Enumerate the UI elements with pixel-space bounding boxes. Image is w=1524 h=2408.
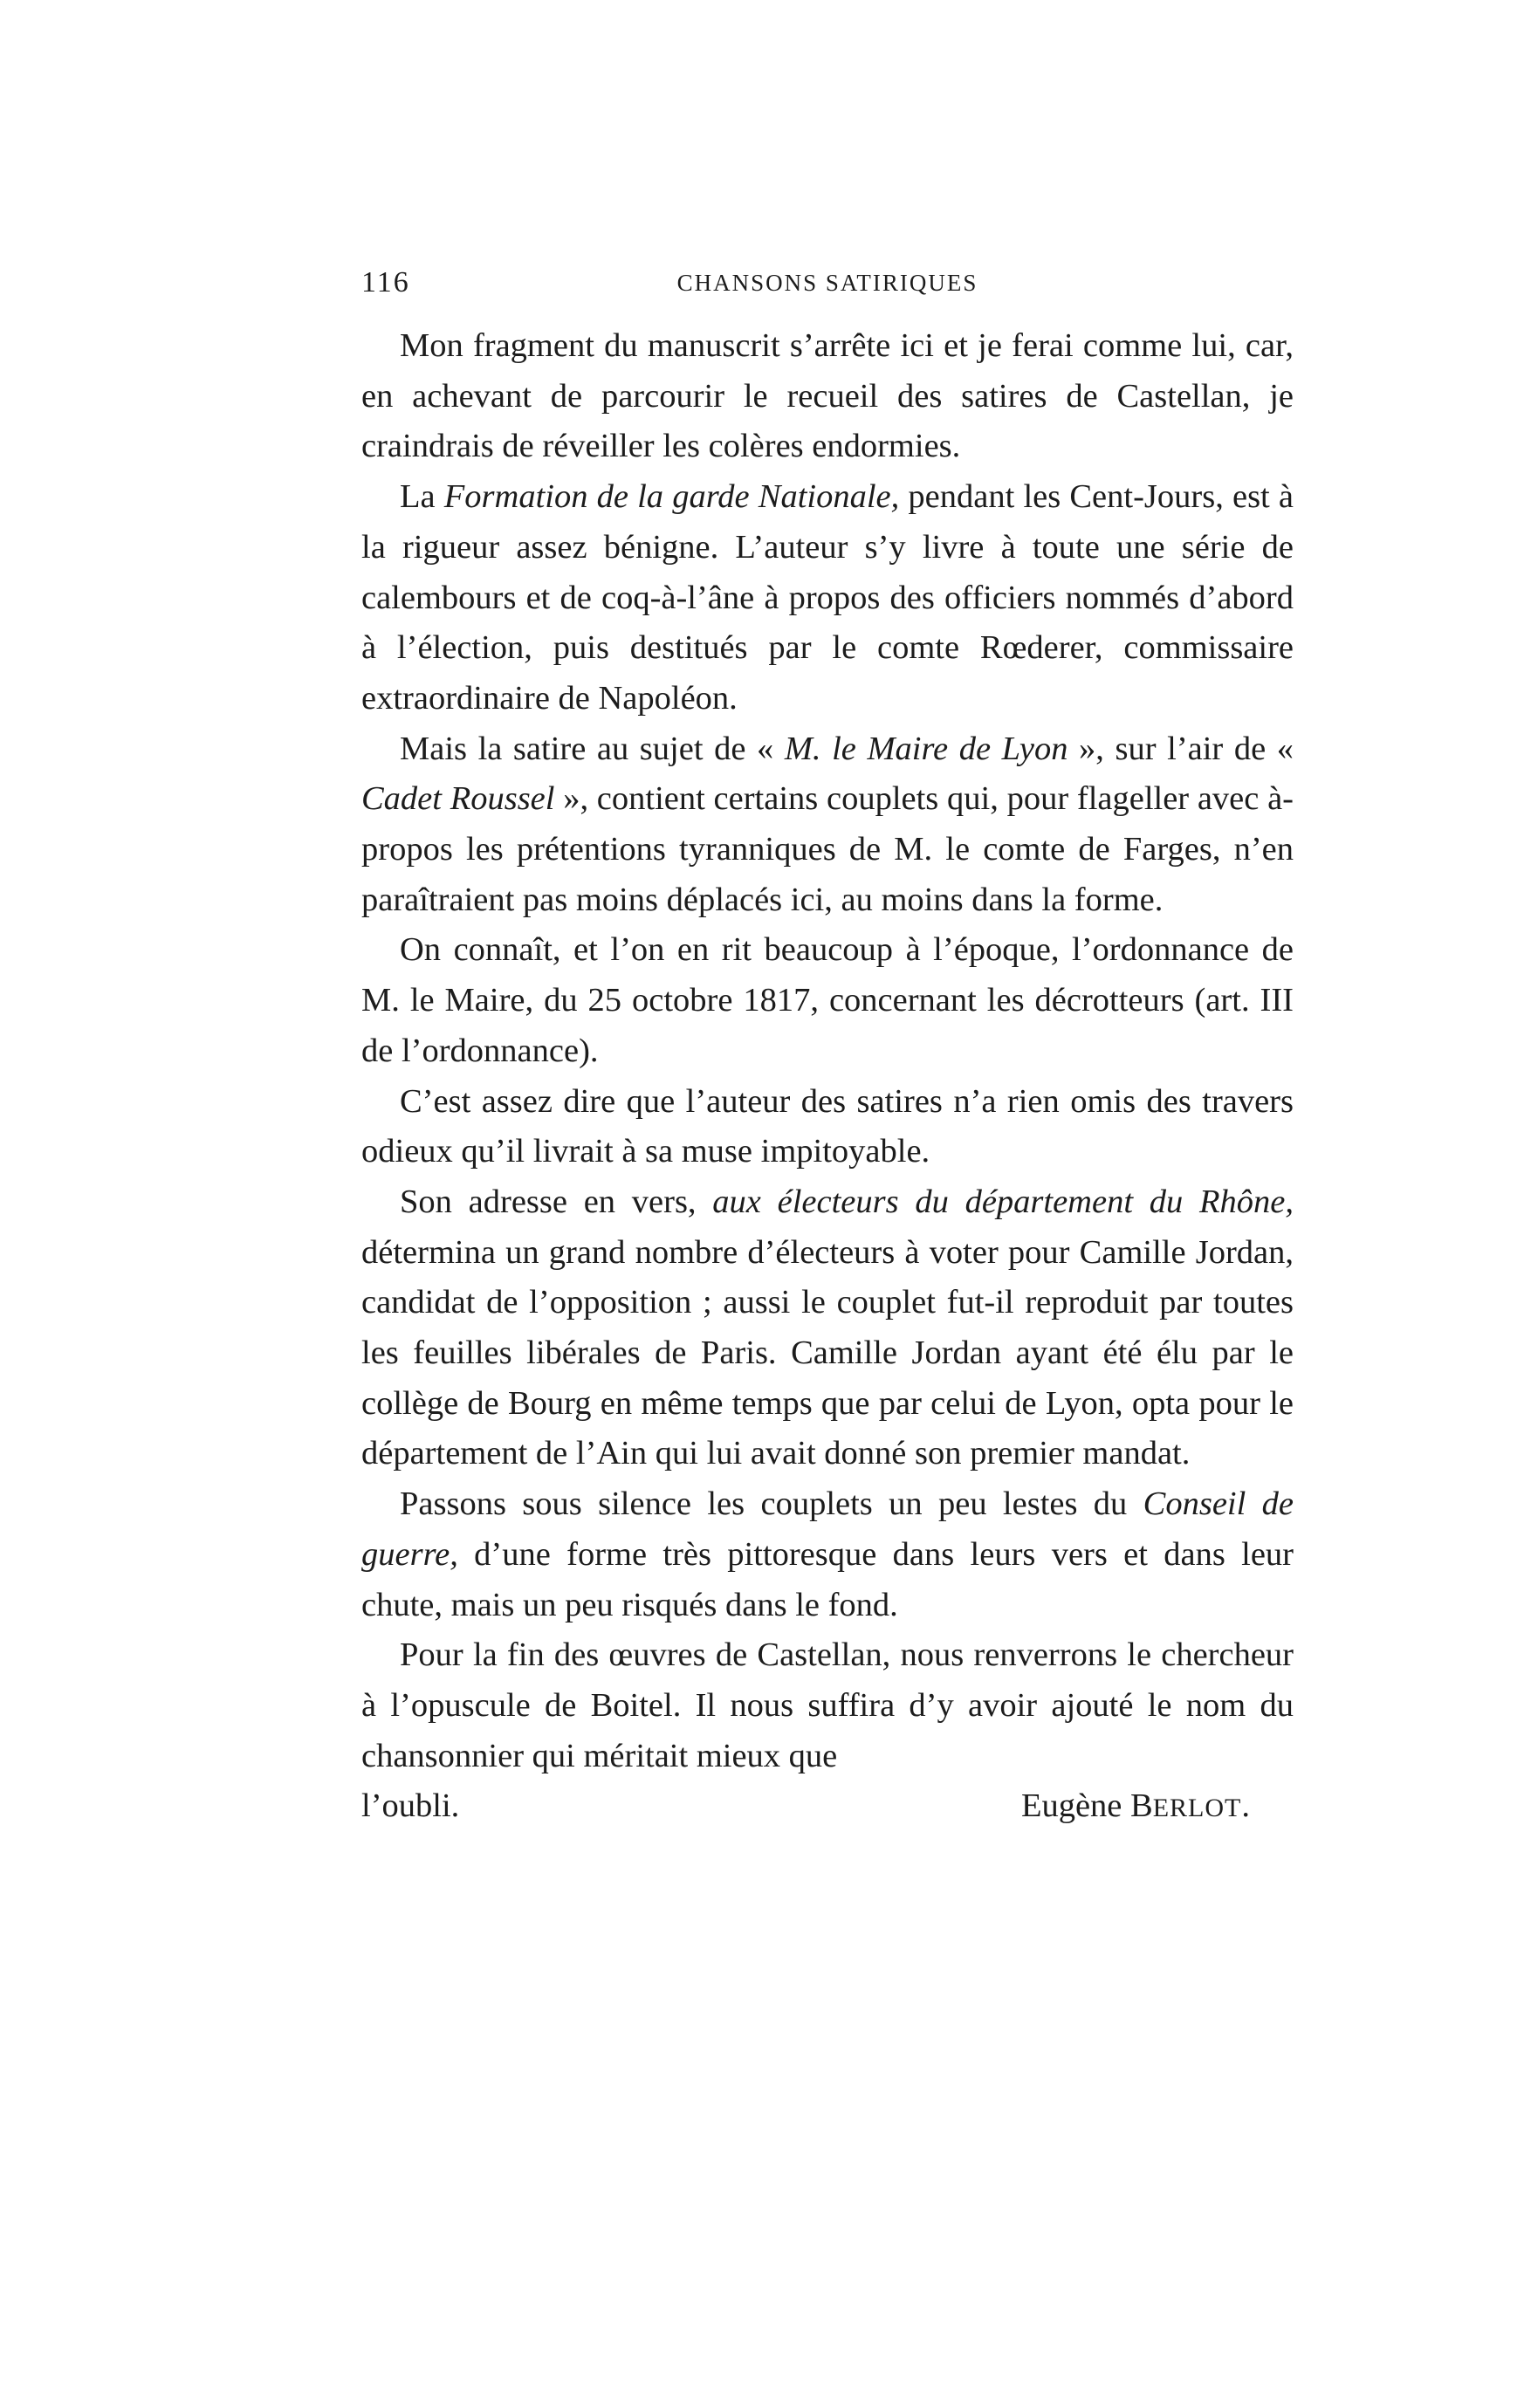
work-title: aux électeurs du département du Rhône, <box>712 1183 1294 1220</box>
paragraph-3: Mais la satire au sujet de « M. le Maire de Lyon », sur l’air de « Cadet Roussel », contient certains couplets qui, pour flageller avec à-propos les prétentions tyranniques de M. le comte de Farges, n’en paraîtraient pas moins déplacés ici, au moins dans la forme. <box>361 730 1294 918</box>
paragraph-1: Mon fragment du manuscrit s’arrête ici et je ferai comme lui, car, en achevant de parcourir le recueil des satires de Castellan, je craindrais de réveiller les colères endormies. <box>361 327 1294 465</box>
body-text <box>361 321 1294 1834</box>
paragraph-8: Pour la fin des œuvres de Castellan, nous renverrons le chercheur à l’opuscule de Boitel. Il nous suffira d’y avoir ajouté le nom du chansonnier qui méritait mieux que <box>361 1636 1294 1774</box>
work-title: Cadet Roussel <box>361 780 555 818</box>
work-title: Conseil de guerre, <box>361 1485 1294 1573</box>
paragraph-7: Passons sous silence les couplets un peu lestes du Conseil de guerre, d’une forme très pittoresque dans leurs vers et dans leur chute, mais un peu risqués dans le fond. <box>361 1485 1294 1623</box>
book-page <box>361 262 1294 1834</box>
signature-row <box>361 1781 1294 1834</box>
paragraph-2: La Formation de la garde Nationale, pendant les Cent-Jours, est à la rigueur assez bénigne. L’auteur s’y livre à toute une série de calembours et de coq-à-l’âne à propos des officiers nommés d’abord à l’élection, puis destitués par le comte Rœderer, commissaire extraordinaire de Napoléon. <box>361 478 1294 717</box>
work-title: M. le Maire de Lyon <box>784 730 1068 767</box>
author-signature: Eugène BERLOT. <box>1020 1787 1250 1825</box>
page-header <box>361 262 1294 304</box>
running-head: CHANSONS SATIRIQUES <box>676 270 978 296</box>
paragraph-4: On connaît, et l’on en rit beaucoup à l’époque, l’ordonnance de M. le Maire, du 25 octobre 1817, concernant les décrotteurs (art. III de l’ordonnance). <box>361 931 1294 1069</box>
paragraph-5: C’est assez dire que l’auteur des satires n’a rien omis des travers odieux qu’il livrait à sa muse impitoyable. <box>361 1082 1294 1170</box>
work-title: Formation de la garde Nationale, <box>443 478 900 516</box>
page-number: 116 <box>361 266 410 298</box>
paragraph-8-last-line: l’oubli. <box>361 1787 460 1825</box>
paragraph-6: Son adresse en vers, aux électeurs du département du Rhône, détermina un grand nombre d’électeurs à voter pour Camille Jordan, candidat de l’opposition ; aussi le couplet fut-il reproduit par toutes les feuilles libérales de Paris. Camille Jordan ayant été élu par le collège de Bourg en même temps que par celui de Lyon, opta pour le département de l’Ain qui lui avait donné son premier mandat. <box>361 1183 1294 1472</box>
